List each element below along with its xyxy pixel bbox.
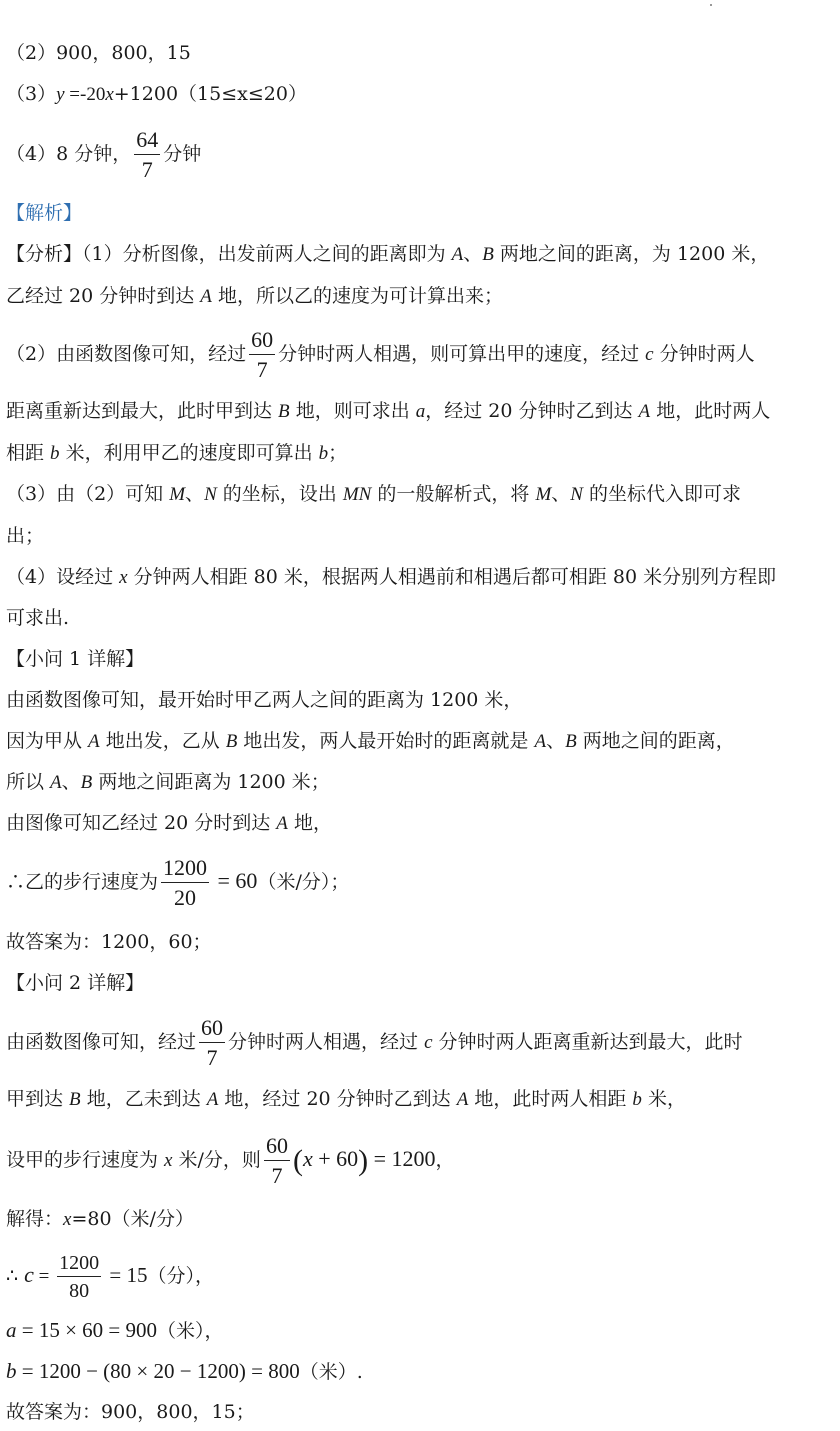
analysis-p1-line2: 乙经过 20 分钟时到达 A 地，所以乙的速度为可计算出来； xyxy=(6,285,503,307)
analysis-p4-line2: 可求出. xyxy=(6,607,70,629)
analysis-p2-line3: 相距 b 米，利用甲乙的速度即可算出 b； xyxy=(6,442,348,464)
answer-3: （3）y =-20x+1200（15≤x≤20） xyxy=(6,83,307,105)
q1-line5: ∴乙的步行速度为 $\frac{1200}{20}$ = 60（米/分）； xyxy=(6,855,350,910)
q2-line4: 解得：x=80（米/分） xyxy=(6,1208,194,1230)
q2-line3: 设甲的步行速度为 x 米/分，则 $\frac{60}{7}$ (x + 60) = 1200， xyxy=(6,1133,455,1188)
q2-line5: ∴ c = $\frac{1200}{80}$ = 15（分）， xyxy=(6,1252,214,1302)
q1-line4: 由图像可知乙经过 20 分时到达 A 地， xyxy=(6,812,332,834)
q1-header: 【小问 1 详解】 xyxy=(6,648,145,670)
q2-line7: b = 1200 − (80 × 20 − 1200) = 800（米）. xyxy=(6,1359,363,1383)
analysis-p3-line2: 出； xyxy=(6,525,45,547)
analysis-p3-line1: （3）由（2）可知 M、N 的坐标，设出 MN 的一般解析式，将 M、N 的坐标代入即可求 xyxy=(6,483,742,505)
q2-header: 【小问 2 详解】 xyxy=(6,972,145,994)
fraction-1200-80: $\frac{1200}{80}$ xyxy=(59,1252,100,1302)
q2-line6: a = 15 × 60 = 900（米）， xyxy=(6,1318,224,1342)
jiexi-heading: 【解析】 xyxy=(6,202,83,224)
fraction-64-7: $\frac{64}{7}$ xyxy=(136,127,159,182)
fraction-60-7: $\frac{60}{7}$ xyxy=(251,327,274,382)
answer-2: （2）900，800，15 xyxy=(6,42,191,64)
answer-4: （4）8 分钟， $\frac{64}{7}$ 分钟 xyxy=(6,127,202,182)
q1-line6: 故答案为：1200，60； xyxy=(6,931,212,953)
analysis-p1-line1: 【分析】（1）分析图像，出发前两人之间的距离即为 A、B 两地之间的距离，为 1200 米， xyxy=(6,243,770,265)
fraction-60-7: $\frac{60}{7}$ xyxy=(201,1015,224,1070)
q1-line2: 因为甲从 A 地出发，乙从 B 地出发，两人最开始时的距离就是 A、B 两地之间的距离， xyxy=(6,730,735,752)
q1-line3: 所以 A、B 两地之间距离为 1200 米； xyxy=(6,771,330,793)
analysis-p4-line1: （4）设经过 x 分钟两人相距 80 米，根据两人相遇前和相遇后都可相距 80 米分别列方程即 xyxy=(6,566,777,588)
q2-line2: 甲到达 B 地，乙未到达 A 地，经过 20 分钟时乙到达 A 地，此时两人相距 b 米， xyxy=(6,1088,686,1110)
analysis-p2-line1: （2）由函数图像可知，经过 $\frac{60}{7}$ 分钟时两人相遇，则可算出甲的速度，经过 c 分钟时两人 xyxy=(6,327,755,382)
fraction-60-7: $\frac{60}{7}$ xyxy=(265,1133,288,1188)
scan-speck xyxy=(710,4,712,6)
fraction-1200-20: $\frac{1200}{20}$ xyxy=(163,855,208,910)
q2-line1: 由函数图像可知，经过 $\frac{60}{7}$ 分钟时两人相遇，经过 c 分钟时两人距离重新达到最大，此时 xyxy=(6,1015,743,1070)
q2-line8: 故答案为：900，800，15； xyxy=(6,1401,255,1423)
analysis-p2-line2: 距离重新达到最大，此时甲到达 B 地，则可求出 a，经过 20 分钟时乙到达 A 地，此时两人 xyxy=(6,400,771,422)
q1-line1: 由函数图像可知，最开始时甲乙两人之间的距离为 1200 米， xyxy=(6,689,523,711)
